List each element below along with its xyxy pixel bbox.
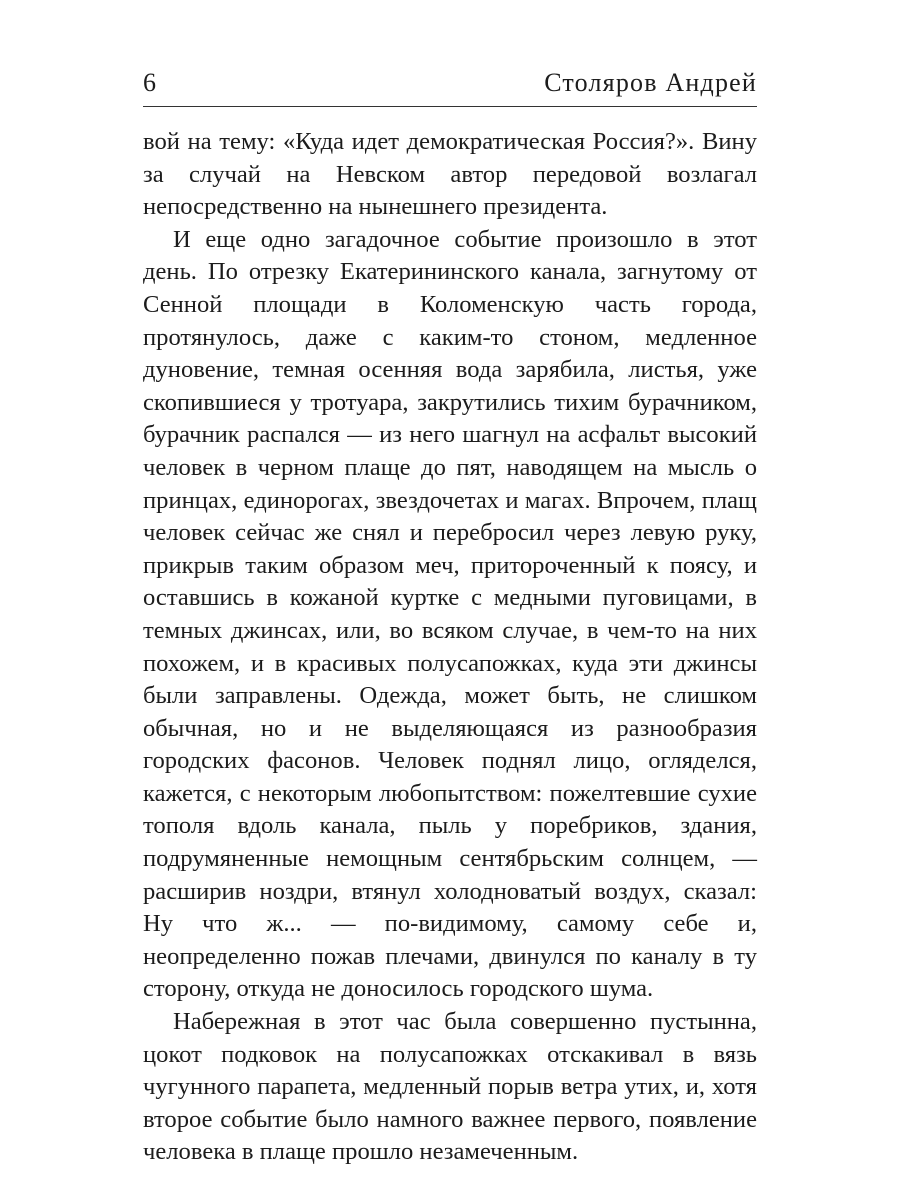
- paragraph: И еще одно загадочное событие произошло в этот день. По отрезку Екатерининского канала, загнутому от Сенной площади в Коломенскую часть города, протянулось, даже с каким-то стоном, медленное дуновение, темная осенняя вода зарябила, листья, уже скопившиеся у тротуара, закрутились тихим бурачником, бурачник распался — из него шагнул на асфальт высокий человек в черном плаще до пят, наводящем на мысль о принцах, единорогах, звездочетах и магах. Впрочем, плащ человек сейчас же снял и перебросил через левую руку, прикрыв таким образом меч, приторочeнный к поясу, и оставшись в кожаной куртке с медными пуговицами, в темных джинсах, или, во всяком случае, в чем-то на них похожем, и в красивых полусапожках, куда эти джинсы были заправлены. Одежда, может быть, не слишком обычная, но и не выделяющаяся из разнообразия городских фасонов. Человек поднял лицо, огляделся, кажется, с некоторым любопытством: пожелтевшие сухие тополя вдоль канала, пыль у поребриков, здания, подрумяненные немощным сентябрьским солнцем, — расширив ноздри, втянул холодноватый воздух, сказал: Ну что ж... — по-видимому, самому себе и, неопределенно пожав плечами, двинулся по каналу в ту сторону, откуда не доносилось городского шума.: [143, 225, 757, 1003]
- page-number: 6: [143, 68, 156, 97]
- paragraph: Набережная в этот час была совершенно пустынна, цокот подковок на полусапожках отскакивал в вязь чугунного парапета, медленный порыв ветра утих, и, хотя второе событие было намного важнее первого, появление человека в плаще прошло незамеченным.: [143, 1008, 757, 1166]
- page-header: [143, 64, 757, 107]
- page-body-text: [143, 126, 757, 1169]
- running-head-author: Столяров Андрей: [544, 68, 757, 97]
- paragraph-continued: вой на тему: «Куда идет демократическая Россия?». Вину за случай на Невском автор передовой возлагал непосредственно на нынешнего президента.: [143, 128, 757, 221]
